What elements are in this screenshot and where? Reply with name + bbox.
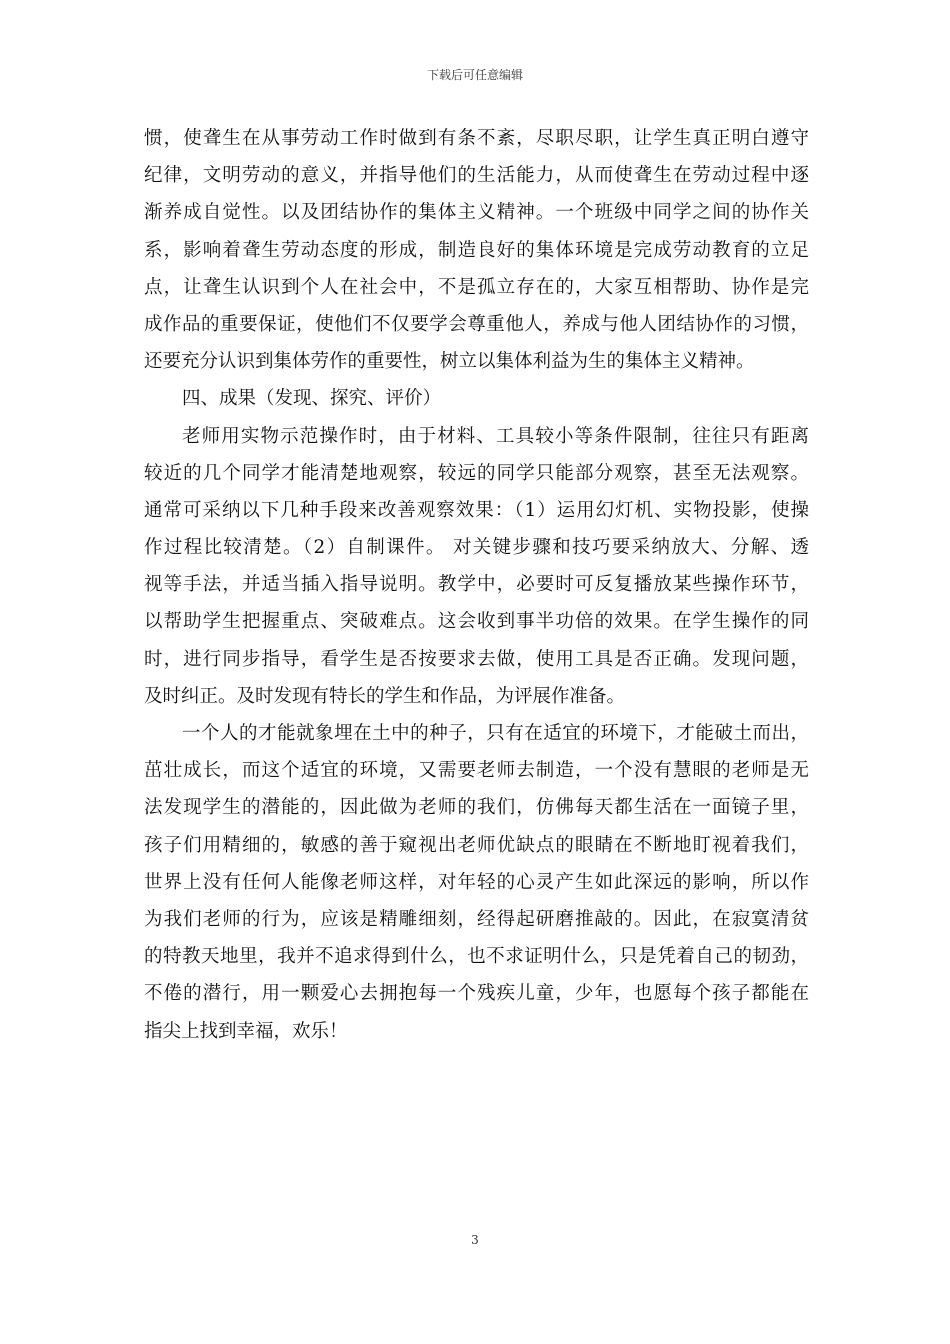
text-line: 不倦的潜行，用一颗爱心去拥抱每一个残疾儿童，少年，也愿每个孩子都能在	[144, 983, 809, 1005]
text-line: 系，影响着聋生劳动态度的形成，制造良好的集体环境是完成劳动教育的立足	[144, 239, 809, 261]
document-body	[144, 120, 809, 1050]
text-line: 较近的几个同学才能清楚地观察，较远的同学只能部分观察，甚至无法观察。	[144, 462, 809, 484]
text-line: 孩子们用精细的，敏感的善于窥视出老师优缺点的眼睛在不断地盯视着我们，	[144, 834, 809, 856]
text-line: 茁壮成长，而这个适宜的环境，又需要老师去制造，一个没有慧眼的老师是无	[144, 760, 809, 782]
text-line: 指尖上找到幸福，欢乐！	[144, 1020, 348, 1042]
text-line: 时，进行同步指导，看学生是否按要求去做，使用工具是否正确。发现问题，	[144, 648, 809, 670]
page-number: 3	[471, 1233, 479, 1247]
text-line: 世界上没有任何人能像老师这样，对年轻的心灵产生如此深远的影响，所以作	[144, 871, 809, 893]
text-line: 作过程比较清楚。（2）自制课件。 对关键步骤和技巧要采纳放大、分解、透	[144, 537, 809, 559]
text-line: 点，让聋生认识到个人在社会中，不是孤立存在的，大家互相帮助、协作是完	[144, 276, 809, 298]
text-line: 通常可采纳以下几种手段来改善观察效果：（1）运用幻灯机、实物投影，使操	[144, 499, 809, 521]
text-line: 一个人的才能就象埋在土中的种子，只有在适宜的环境下，才能破土而出，	[182, 723, 809, 744]
text-line: 视等手法，并适当插入指导说明。教学中，必要时可反复播放某些操作环节，	[144, 574, 809, 596]
text-line: 为我们老师的行为，应该是精雕细刻，经得起研磨推敲的。因此，在寂寞清贫	[144, 908, 809, 930]
text-line: 的特教天地里，我并不追求得到什么，也不求证明什么，只是凭着自己的韧劲，	[144, 946, 809, 968]
text-line: 及时纠正。及时发现有特长的学生和作品，为评展作准备。	[144, 685, 626, 707]
text-line: 渐养成自觉性。以及团结协作的集体主义精神。一个班级中同学之间的协作关	[144, 202, 809, 224]
text-line: 老师用实物示范操作时，由于材料、工具较小等条件限制，往往只有距离	[182, 425, 809, 447]
text-line: 还要充分认识到集体劳作的重要性，树立以集体利益为生的集体主义精神。	[144, 351, 755, 373]
section-heading-text: 四、成果（发现、探究、评价）	[182, 388, 442, 410]
text-line: 法发现学生的潜能的，因此做为老师的我们，仿佛每天都生活在一面镜子里，	[144, 797, 809, 819]
text-line: 惯，使聋生在从事劳动工作时做到有条不紊，尽职尽职，让学生真正明白遵守	[144, 128, 809, 149]
text-line: 成作品的重要保证，使他们不仅要学会尊重他人，养成与他人团结协作的习惯，	[144, 313, 809, 335]
page-header: 下载后可任意编辑	[426, 68, 523, 82]
paragraph	[144, 418, 809, 716]
text-line: 纪律，文明劳动的意义，并指导他们的生活能力，从而使聋生在劳动过程中逐	[144, 165, 809, 187]
paragraph	[144, 715, 809, 1050]
paragraph	[144, 120, 809, 380]
text-line: 以帮助学生把握重点、突破难点。这会收到事半功倍的效果。在学生操作的同	[144, 611, 809, 633]
section-heading	[144, 380, 809, 417]
